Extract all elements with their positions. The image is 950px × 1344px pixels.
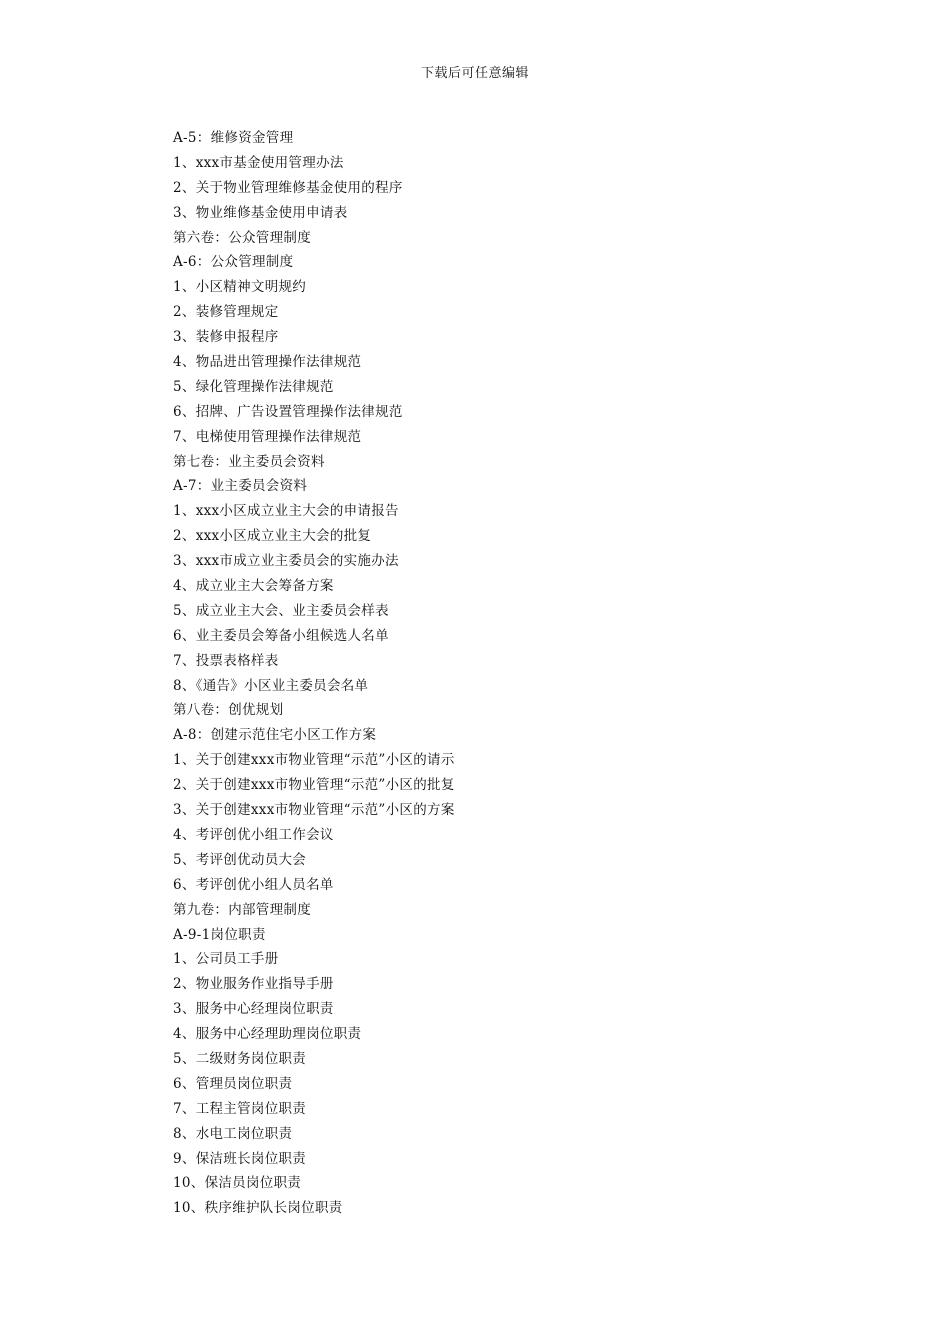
document-line: 6、管理员岗位职责 — [173, 1075, 293, 1092]
document-line: 4、物品进出管理操作法律规范 — [173, 354, 362, 371]
document-line: 7、工程主管岗位职责 — [173, 1100, 307, 1117]
document-line: 3、xxx市成立业主委员会的实施办法 — [173, 553, 399, 570]
document-line: 2、xxx小区成立业主大会的批复 — [173, 528, 372, 545]
document-line: 1、xxx小区成立业主大会的申请报告 — [173, 503, 399, 520]
document-line: A-8：创建示范住宅小区工作方案 — [173, 727, 377, 744]
document-line: 5、成立业主大会、业主委员会样表 — [173, 602, 389, 619]
document-line: 3、服务中心经理岗位职责 — [173, 1001, 334, 1018]
document-line: 8、《通告》小区业主委员会名单 — [173, 677, 369, 694]
document-line: 2、关于创建xxx市物业管理“示范”小区的批复 — [173, 777, 455, 794]
document-line: 第八卷：创优规划 — [173, 702, 284, 719]
document-line: 10、保洁员岗位职责 — [173, 1175, 302, 1192]
document-line: 3、物业维修基金使用申请表 — [173, 204, 348, 221]
document-line: 9、保洁班长岗位职责 — [173, 1150, 307, 1167]
document-line: 5、绿化管理操作法律规范 — [173, 378, 334, 395]
document-line: 5、二级财务岗位职责 — [173, 1050, 307, 1067]
document-line: 4、服务中心经理助理岗位职责 — [173, 1026, 362, 1043]
document-line: 第六卷：公众管理制度 — [173, 229, 311, 246]
document-line: 1、公司员工手册 — [173, 951, 279, 968]
document-line: 3、关于创建xxx市物业管理“示范”小区的方案 — [173, 802, 455, 819]
document-line: 6、业主委员会筹备小组候选人名单 — [173, 627, 389, 644]
document-line: 8、水电工岗位职责 — [173, 1125, 293, 1142]
document-line: 1、小区精神文明规约 — [173, 279, 307, 296]
document-line: 3、装修申报程序 — [173, 329, 279, 346]
document-line: 4、成立业主大会筹备方案 — [173, 578, 334, 595]
document-line: 10、秩序维护队长岗位职责 — [173, 1200, 343, 1217]
document-line: A-5：维修资金管理 — [173, 130, 294, 146]
document-line: 4、考评创优小组工作会议 — [173, 826, 334, 843]
document-line: 6、招牌、广告设置管理操作法律规范 — [173, 403, 403, 420]
document-line: 2、物业服务作业指导手册 — [173, 976, 334, 993]
document-line: 2、装修管理规定 — [173, 304, 279, 321]
document-line: 第九卷：内部管理制度 — [173, 901, 311, 918]
document-line: 7、投票表格样表 — [173, 652, 279, 669]
page-header: 下载后可任意编辑 — [420, 66, 529, 81]
document-line: 7、电梯使用管理操作法律规范 — [173, 428, 362, 445]
document-line: 1、xxx市基金使用管理办法 — [173, 154, 344, 171]
document-line: A-6：公众管理制度 — [173, 254, 294, 271]
document-line: 第七卷：业主委员会资料 — [173, 453, 325, 470]
document-line: 2、关于物业管理维修基金使用的程序 — [173, 179, 403, 196]
document-line: 5、考评创优动员大会 — [173, 851, 307, 868]
document-body — [173, 126, 813, 1221]
document-line: 6、考评创优小组人员名单 — [173, 876, 334, 893]
document-line: A-9-1岗位职责 — [173, 926, 266, 943]
document-line: A-7：业主委员会资料 — [173, 478, 308, 495]
document-line: 1、关于创建xxx市物业管理“示范”小区的请示 — [173, 752, 455, 769]
